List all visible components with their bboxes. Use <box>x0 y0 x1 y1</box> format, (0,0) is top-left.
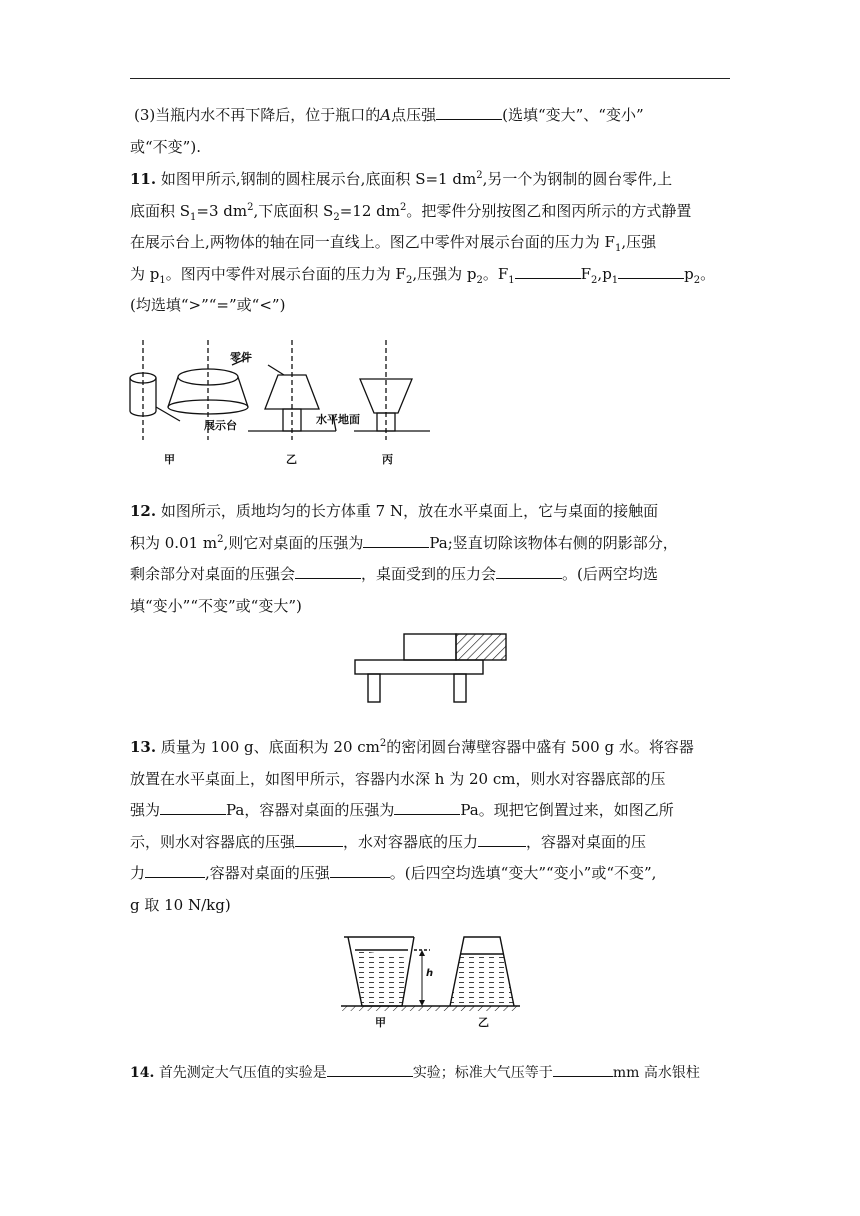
label-stand: 展示台 <box>204 419 237 432</box>
figure-q13 <box>338 930 528 1030</box>
label-yi: 乙 <box>286 453 297 466</box>
label-yi: 乙 <box>478 1016 489 1029</box>
label-ground: 水平地面 <box>316 413 360 426</box>
question-11: 11. 如图甲所示,钢制的圆柱展示台,底面积 S=1 $dm^2$,另一个为钢制的圆台零件,上 底面积 $S_1=3$ $dm^2$,下底面积 $S_2=12$ $dm^2$。把零件分别按图乙和图丙所示的方式静置 在展示台上,两物体的轴在同一直线上。图乙中零件对展示台面的压力为 $F_1$,压强 为 $p_1$。图丙中零件对展示台面的压力为 $F_2$,压强为 $p_2$。$F_1$ $F_2,p_1$ $p_2$。 (均选填“>”“=”或“<”) <box>130 170 716 314</box>
question-number: 14. <box>130 1065 155 1081</box>
answer-blank[interactable] <box>478 831 526 847</box>
question-12: 12. 如图所示，质地均匀的长方体重 7 N，放在水平桌面上，它与桌面的接触面 积为 0.01 $m^2$,则它对桌面的压强为 Pa;竖直切除该物体右侧的阴影部分， 剩余部分对桌面的压强会 ，桌面受到的压力会 。(后两空均选 填“变小”“不变”或“变大”) <box>130 502 678 615</box>
answer-blank[interactable] <box>330 862 390 878</box>
label-jia: 甲 <box>375 1016 386 1029</box>
answer-blank[interactable] <box>295 563 361 579</box>
question-number: 12. <box>130 502 157 520</box>
label-h: h <box>426 968 434 979</box>
figure-q12 <box>352 630 512 706</box>
answer-blank[interactable] <box>436 104 502 120</box>
answer-blank[interactable] <box>515 263 581 279</box>
figure-q13-drawing <box>338 930 528 1030</box>
answer-blank[interactable] <box>160 799 226 815</box>
question-number: 13. <box>130 738 157 756</box>
figure-q11-drawing <box>120 335 450 470</box>
answer-blank[interactable] <box>145 862 205 878</box>
question-number: 11. <box>130 170 157 188</box>
answer-blank[interactable] <box>553 1062 613 1077</box>
answer-blank[interactable] <box>618 263 684 279</box>
answer-blank[interactable] <box>363 532 429 548</box>
figure-q12-drawing <box>352 630 512 706</box>
answer-blank[interactable] <box>394 799 460 815</box>
figure-q11 <box>120 335 450 470</box>
label-part: 零件 <box>230 351 252 364</box>
header-rule <box>130 78 730 79</box>
answer-blank[interactable] <box>295 831 343 847</box>
question-14: 14. 首先测定大气压值的实验是 实验；标准大气压等于 mm 高水银柱 <box>130 1058 730 1090</box>
question-13: 13. 质量为 100 g、底面积为 20 $cm^2$的密闭圆台薄壁容器中盛有 500 g 水。将容器 放置在水平桌面上，如图甲所示，容器内水深 h 为 20 cm，则水对容器底部的压 强为 Pa，容器对桌面的压强为 Pa。现把它倒置过来，如图乙所 示，则水对容器底的压强 ，水对容器底的压力 ，容器对桌面的压 力 ,容器对桌面的压强 。(后四空均选填“变大”“变小”或“不变”, g 取 10 N/kg) <box>130 738 694 914</box>
label-bing: 丙 <box>382 453 393 466</box>
answer-blank[interactable] <box>496 563 562 579</box>
question-10-part3: (3)当瓶内水不再下降后，位于瓶口的A点压强 (选填“变大”、“变小” 或“不变”). <box>130 106 644 156</box>
answer-blank[interactable] <box>327 1062 413 1077</box>
label-jia: 甲 <box>164 453 175 466</box>
